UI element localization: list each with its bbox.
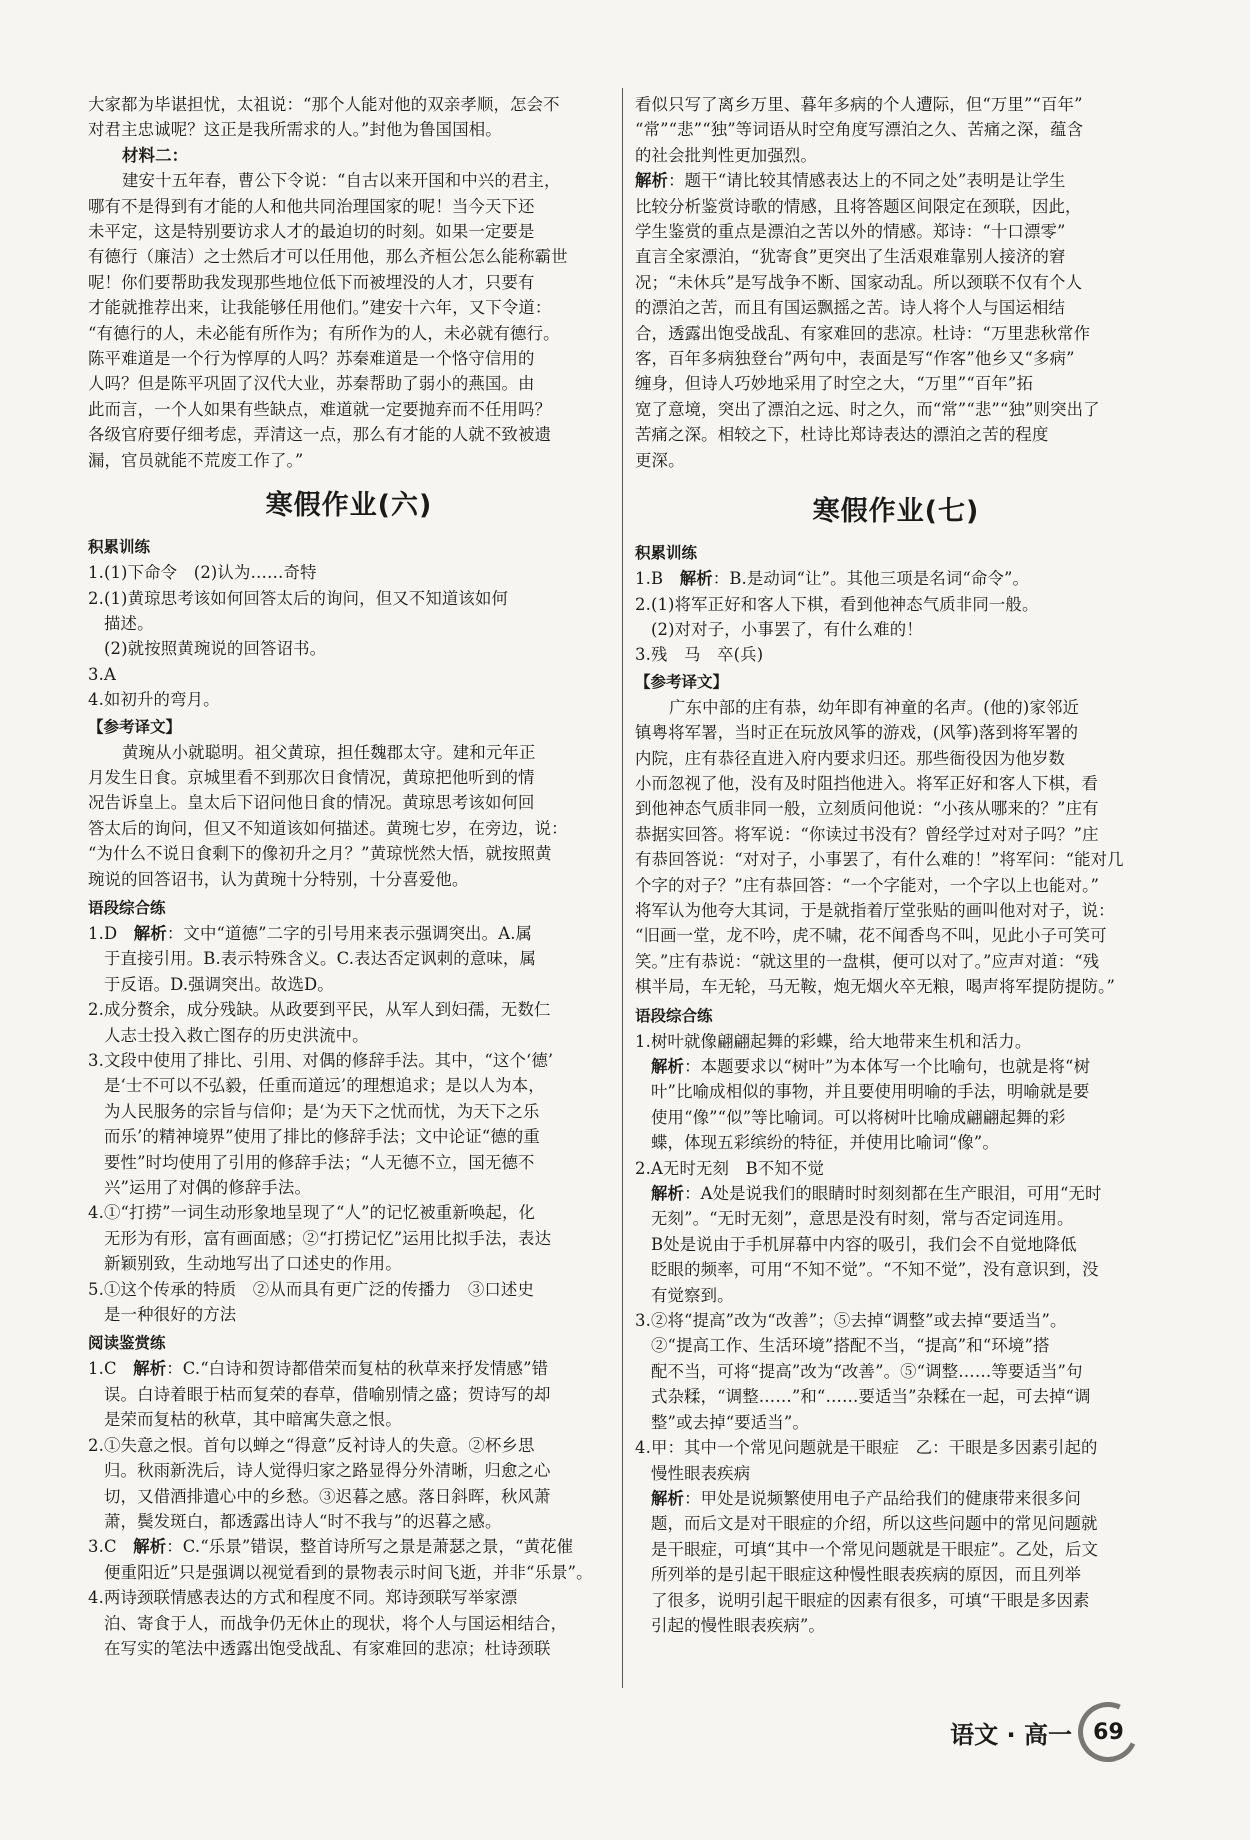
answer-line: 无刻”。“无时无刻”，意思是没有时刻，常与否定词连用。	[651, 1209, 1074, 1229]
page-footer	[950, 1702, 1138, 1762]
text-line: “为什么不说日食剩下的像初升之月？”黄琼恍然大悟，就按照黄	[88, 844, 552, 864]
answer-line: 泊、寄食于人，而战争仍无休止的现状，将个人与国运相结合，	[104, 1613, 568, 1633]
answer-line: 3.A	[88, 664, 116, 684]
material-continued	[88, 92, 610, 143]
subject-grade-label: 语文 · 高一	[950, 1720, 1072, 1749]
text-line: 缠身，但诗人巧妙地采用了时空之大，“万里”“百年”拓	[635, 374, 1034, 394]
section-title-6: 寒假作业(六)	[265, 490, 433, 522]
answer-number: 1.D	[88, 923, 134, 943]
text-line: 黄琬从小就聪明。祖父黄琼，担任魏郡太守。建和元年正	[122, 742, 536, 762]
text-line: 有恭回答说：“对对子，小事罢了，有什么难的！”将军问：“能对几	[635, 850, 1124, 870]
answer-number: 3.C	[88, 1537, 134, 1557]
answer-line: 于反语。D.强调突出。故选D。	[104, 974, 334, 994]
analysis-text: ：文中“道德”二字的引号用来表示强调突出。A.属	[166, 923, 533, 943]
answer-line: 萧，鬓发斑白，都透露出诗人“时不我与”的迟暮之感。	[104, 1511, 502, 1531]
text-line: 呢！你们要帮助我发现那些地位低下而被埋没的人才，只要有	[88, 272, 535, 292]
answer-line: 2.(1)将军正好和客人下棋，看到他神态气质非同一般。	[635, 594, 1039, 614]
answer-line: (2)就按照黄琬说的回答诏书。	[104, 639, 327, 659]
analysis-text: ：题干“请比较其情感表达上的不同之处”表明是让学生	[668, 171, 1066, 191]
answer-line: 眨眼的频率，可用“不知不觉”。“不知不觉”，没有意识到，没	[651, 1260, 1099, 1280]
text-line: 宽了意境，突出了漂泊之远、时之久，而“常”“悲”“独”则突出了	[635, 399, 1100, 419]
answer-line: 2.成分赘余，成分残缺。从政要到平民，从军人到妇孺，无数仁	[88, 1000, 551, 1020]
answer-line: 归。秋雨新洗后，诗人觉得归家之路显得分外清晰，归愈之心	[104, 1461, 551, 1481]
answer-line: 人志士投入救亡图存的历史洪流中。	[104, 1025, 369, 1045]
answer-line: 式杂糅，“调整……”和“……要适当”杂糅在一起，可去掉“调	[651, 1387, 1091, 1407]
answer-line: 而乐’的精神境界”使用了排比的修辞手法；文中论证“德的重	[104, 1127, 540, 1147]
answer-number: 1.C	[88, 1359, 134, 1379]
answer-line: 2.A无时无刻 B不知不觉	[635, 1158, 824, 1178]
answer-line: 了很多，说明引起干眼症的因素有很多，可填“干眼是多因素	[651, 1590, 1090, 1610]
analysis-label: 解析	[635, 171, 669, 191]
answer-line: 有觉察到。	[651, 1285, 734, 1305]
answer-line: 所列举的是引起干眼症这种慢性眼表疾病的原因，而且列举	[651, 1565, 1082, 1585]
answer-line: 1.树叶就像翩翩起舞的彩蝶，给大地带来生机和活力。	[635, 1031, 1032, 1051]
answer-line: 2.①失意之恨。首句以蝉之“得意”反衬诗人的失意。②杯乡思	[88, 1435, 535, 1455]
answer-line: 使用“像”“似”等比喻词。可以将树叶比喻成翩翩起舞的彩	[651, 1107, 1066, 1127]
answer-line: 引起的慢性眼表疾病”。	[651, 1615, 825, 1635]
answer-number: 1.B	[635, 569, 680, 589]
text-line: 对君主忠诚呢？这正是我所需求的人。”封他为鲁国国相。	[88, 120, 502, 140]
analysis-text: ：甲处是说频繁使用电子产品给我们的健康带来很多问	[684, 1488, 1082, 1508]
text-line: 到他神态气质非同一般，立刻质问他说：“小孩从哪来的？”庄有	[635, 799, 1099, 819]
answer-line	[635, 1181, 1157, 1206]
text-line: 大家都为毕谌担忧，太祖说：“那个人能对他的双亲孝顺，怎会不	[88, 95, 560, 114]
heading-accumulation: 积累训练	[88, 538, 151, 557]
heading-reference-translation: 【参考译文】	[635, 672, 729, 691]
answer-line: 慢性眼表疾病	[651, 1463, 751, 1483]
text-line: 直言全家漂泊，“犹寄食”更突出了生活艰难靠别人接济的窘	[635, 247, 1066, 267]
answer-line: 是荣而复枯的秋草，其中暗寓失意之恨。	[104, 1410, 402, 1430]
text-line: 的社会批判性更加强烈。	[635, 145, 817, 165]
text-line: 苦痛之深。相较之下，杜诗比郑诗表达的漂泊之苦的程度	[635, 425, 1049, 445]
answer-line: 描述。	[104, 613, 154, 633]
text-line: 月发生日食。京城里看不到那次日食情况，黄琼把他听到的情	[88, 767, 535, 787]
answer-line: ②“提高工作、生活环境”搭配不当，“提高”和“环境”搭	[651, 1336, 1050, 1356]
text-line: 小而忽视了他，没有及时阻挡他进入。将军正好和客人下棋，看	[635, 773, 1099, 793]
answer-line: 4.①“打捞”一词生动形象地呈现了“人”的记忆被重新唤起，化	[88, 1203, 536, 1223]
text-line: 合，透露出饱受战乱、有家难回的悲凉。杜诗：“万里悲秋常作	[635, 323, 1091, 343]
heading-paragraph-practice: 语段综合练	[635, 1006, 713, 1025]
answer-line: B处是说由于手机屏幕中内容的吸引，我们会不自觉地降低	[651, 1234, 1077, 1254]
answer-line	[88, 1356, 610, 1381]
answer-line: 误。白诗着眼于枯而复荣的春草，借喻别情之盛；贺诗写的却	[104, 1384, 551, 1404]
text-line: 广东中部的庄有恭，幼年即有神童的名声。(他的)家邻近	[669, 697, 1080, 717]
page-number: 69	[1092, 1719, 1124, 1745]
answer-line: 整”或去掉“要适当”。	[651, 1412, 809, 1432]
analysis-label: 解析	[133, 923, 167, 943]
answer-line: 兴”运用了对偶的修辞手法。	[104, 1178, 312, 1198]
column-divider	[622, 88, 623, 1688]
text-line: 的漂泊之苦，而且有国运飘摇之苦。诗人将个人与国运相结	[635, 298, 1066, 318]
text-line: 哪有不是得到有才能的人和他共同治理国家的呢！当今天下还	[88, 196, 535, 216]
answer-line: 4.如初升的弯月。	[88, 690, 220, 710]
text-line: “有德行的人，未必能有所作为；有所作为的人，未必就有德行。	[88, 323, 560, 343]
text-line: 琬说的回答诏书，认为黄琬十分特别，十分喜爱他。	[88, 869, 469, 889]
answer-line: 5.①这个传承的特质 ②从而具有更广泛的传播力 ③口述史	[88, 1279, 534, 1299]
answer-line	[635, 1054, 1157, 1079]
answer-line: 4.两诗颈联情感表达的方式和程度不同。郑诗颈联写举家漂	[88, 1588, 518, 1608]
answer-line: (2)对对子，小事罢了，有什么难的！	[651, 619, 923, 639]
answer-line: 新颖别致，生动地写出了口述史的作用。	[104, 1254, 402, 1274]
text-line: 未平定，这是特别要访求人才的最迫切的时刻。如果一定要是	[88, 222, 535, 242]
answer-line	[88, 921, 610, 946]
answer-line: 配不当，可将“提高”改为“改善”。⑤“调整……等要适当”句	[651, 1361, 1083, 1381]
text-line: 人吗？但是陈平巩固了汉代大业，苏秦帮助了弱小的燕国。由	[88, 374, 535, 394]
analysis-text: ：C.“白诗和贺诗都借荣而复枯的秋草来抒发情感”错	[166, 1359, 549, 1379]
answer-line: 于直接引用。B.表示特殊含义。C.表达否定讽刺的意味，属	[104, 949, 536, 969]
answer-line: 蝶，体现五彩缤纷的特征，并使用比喻词“像”。	[651, 1133, 999, 1153]
answer-line: 便重阳近”只是强调以视觉看到的景物表示时间飞逝，并非“乐景”。	[104, 1562, 593, 1582]
answer-line: 要性”时均使用了引用的修辞手法；“人无德不立，国无德不	[104, 1152, 535, 1172]
answer-line: 为人民服务的宗旨与信仰；是‘为天下之忧而忧，为天下之乐	[104, 1101, 540, 1121]
text-line: “旧画一堂，龙不吟，虎不啸，花不闻香鸟不叫，见此小子可笑可	[635, 926, 1107, 946]
analysis-text: ：A处是说我们的眼睛时时刻刻都在生产眼泪，可用“无时	[684, 1184, 1102, 1204]
answer-line	[635, 566, 1157, 591]
answer-line: 是一种很好的方法	[104, 1305, 237, 1325]
text-line: 答太后的询问，但又不知道该如何描述。黄琬七岁，在旁边，说：	[88, 818, 568, 838]
text-line: 个字的对子？”庄有恭回答：“一个字能对，一个字以上也能对。”	[635, 875, 1099, 895]
analysis-label: 解析	[133, 1359, 167, 1379]
analysis-text: ：本题要求以“树叶”为本体写一个比喻句，也就是将“树	[684, 1057, 1091, 1076]
text-line: 此而言，一个人如果有些缺点，难道就一定要抛弃而不任用吗？	[88, 399, 552, 419]
analysis-text: ：B.是动词“让”。其他三项是名词“命令”。	[712, 569, 1030, 589]
answer-line: 在写实的笔法中透露出饱受战乱、有家难回的悲凉；杜诗颈联	[104, 1638, 551, 1658]
text-line: 况；“未休兵”是写战争不断、国家动乱。所以颈联不仅有个人	[635, 272, 1083, 292]
answer-line: 3.②将“提高”改为“改善”；⑤去掉“调整”或去掉“要适当”。	[635, 1311, 1067, 1331]
material2-text	[88, 168, 610, 473]
heading-paragraph-practice: 语段综合练	[88, 898, 166, 917]
analysis-label: 解析	[133, 1537, 167, 1557]
text-line: 镇粤将军署，当时正在玩放风筝的游戏，(风筝)落到将军署的	[635, 723, 1079, 743]
heading-accumulation: 积累训练	[635, 544, 698, 563]
answer-line: 叶”比喻成相似的事物，并且要使用明喻的手法，明喻就是要	[651, 1082, 1090, 1102]
text-line: 内院，庄有恭径直进入府内要求归还。那些衙役因为他岁数	[635, 748, 1066, 768]
text-line: 更深。	[635, 450, 685, 470]
text-line: “常”“悲”“独”等词语从时空角度写漂泊之久、苦痛之深，蕴含	[635, 120, 1084, 140]
material2-label: 材料二：	[122, 145, 189, 165]
right-column	[635, 92, 1157, 1638]
heading-reference-translation: 【参考译文】	[88, 717, 182, 736]
text-line: 比较分析鉴赏诗歌的情感，且将答题区间限定在颈联，因此，	[635, 196, 1082, 216]
answer-line: 4.甲：其中一个常见问题就是干眼症 乙：干眼是多因素引起的	[635, 1438, 1098, 1458]
text-line: 恭据实回答。将军说：“你读过书没有？曾经学过对对子吗？”庄	[635, 824, 1099, 844]
analysis-label: 解析	[679, 569, 713, 589]
text-line: 况告诉皇上。皇太后下诏问他日食的情况。黄琼思考该如何回	[88, 793, 535, 813]
answer-line: 题，而后文是对干眼症的介绍，所以这些问题中的常见问题就	[651, 1514, 1098, 1534]
text-line: 看似只写了离乡万里、暮年多病的个人遭际，但“万里”“百年”	[635, 95, 1083, 114]
section-title-7: 寒假作业(七)	[812, 496, 980, 528]
page-number-badge	[1070, 1694, 1147, 1771]
answer-line	[635, 1486, 1157, 1511]
text-line: 各级官府要仔细考虑，弄清这一点，那么有才能的人就不致被遗	[88, 425, 552, 445]
left-column	[88, 92, 610, 1661]
text-line: 学生鉴赏的重点是漂泊之苦以外的情感。郑诗：“十口漂零”	[635, 222, 1066, 242]
text-line: 客，百年多病独登台”两句中，表面是写“作客”他乡又“多病”	[635, 349, 1075, 369]
answer-line: 3.文段中使用了排比、引用、对偶的修辞手法。其中，“这个‘德’	[88, 1051, 554, 1070]
answer-line: 切，又借酒排遣心中的乡愁。③迟暮之感。落日斜晖，秋风萧	[104, 1486, 551, 1506]
text-line: 建安十五年春，曹公下令说：“自古以来开国和中兴的君主，	[122, 171, 561, 191]
answer-line: 是干眼症，可填“其中一个常见问题就是干眼症”。乙处，后文	[651, 1539, 1099, 1559]
answer-line	[88, 1534, 610, 1559]
analysis-label: 解析	[651, 1488, 685, 1508]
text-line: 漏，官员就能不荒废工作了。”	[88, 450, 304, 470]
answer-line: 2.(1)黄琼思考该如何回答太后的询问，但又不知道该如何	[88, 588, 509, 608]
answer-line: 无形为有形，富有画面感；②“打捞记忆”运用比拟手法，表达	[104, 1228, 552, 1248]
answer-line	[635, 168, 1157, 193]
analysis-label: 解析	[651, 1184, 685, 1204]
text-line: 陈平难道是一个行为惇厚的人吗？苏秦难道是一个恪守信用的	[88, 349, 535, 369]
text-line: 有德行（廉洁）之士然后才可以任用他，那么齐桓公怎么能称霸世	[88, 247, 568, 267]
analysis-label: 解析	[651, 1057, 685, 1076]
heading-reading-appreciation: 阅读鉴赏练	[88, 1334, 166, 1353]
answer-line: 是‘士不可以不弘毅，任重而道远’的理想追求；是以人为本，	[104, 1076, 545, 1096]
answer-line: 3.残 马 卒(兵)	[635, 645, 764, 665]
text-line: 才能就推荐出来，让我能够任用他们。”建安十六年，又下令道：	[88, 298, 552, 318]
text-line: 将军认为他夸大其词，于是就指着厅堂张贴的画叫他对对子，说：	[635, 900, 1115, 920]
text-line: 棋半局，车无轮，马无鞍，炮无烟火卒无粮，喝声将军提防提防。”	[635, 977, 1116, 997]
analysis-text: ：C.“乐景”错误，整首诗所写之景是萧瑟之景，“黄花催	[166, 1537, 574, 1557]
answer-line: 1.(1)下命令 (2)认为……奇特	[88, 563, 317, 583]
text-line: 笑。”庄有恭说：“就这里的一盘棋，便可以对了。”应声对道：“残	[635, 951, 1100, 971]
